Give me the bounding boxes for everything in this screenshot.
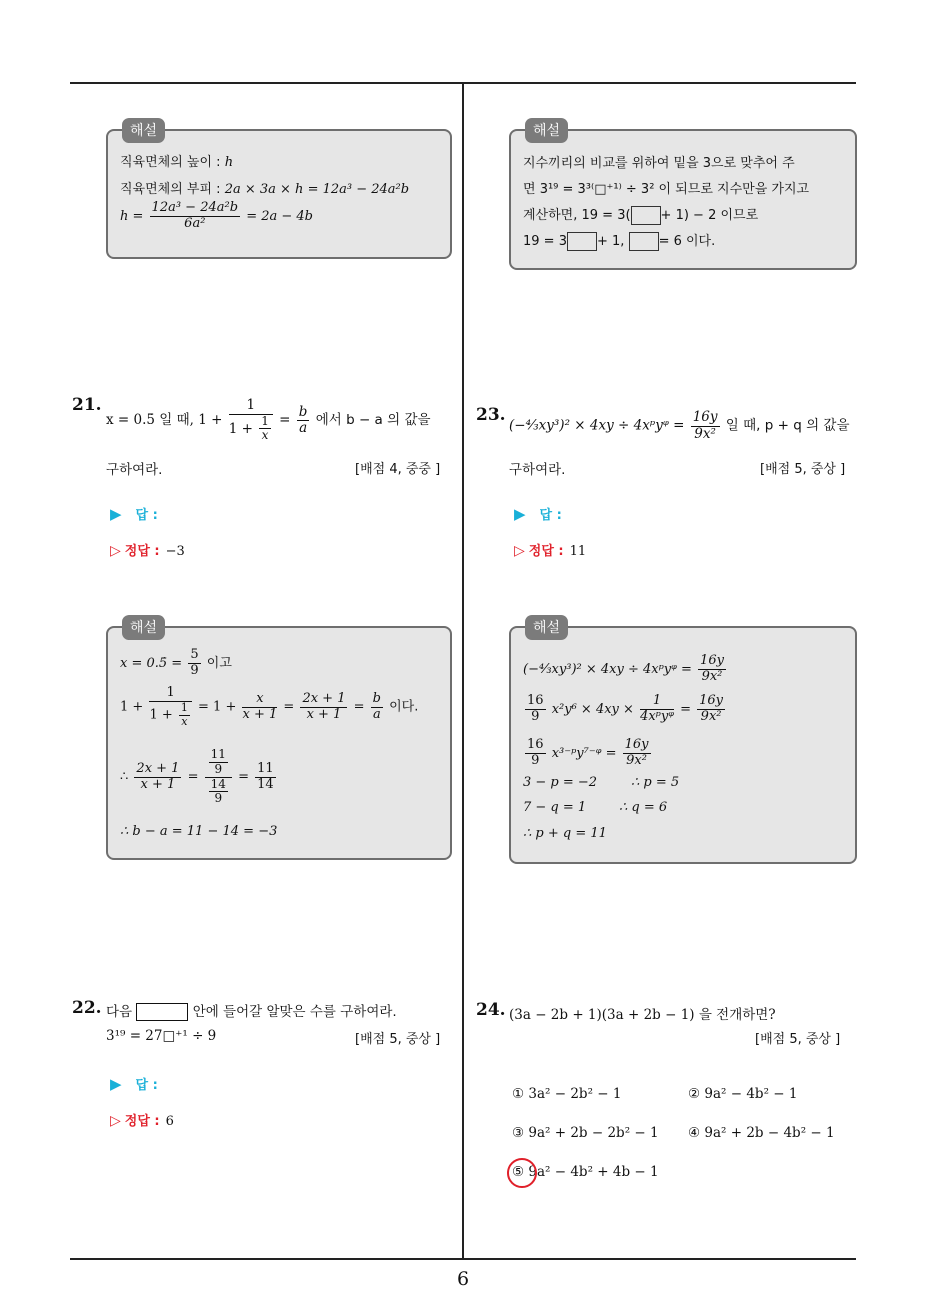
outline-triangle-icon: ▷: [110, 543, 121, 559]
question-22-text: 다음 안에 들어갈 알맞은 수를 구하여라.: [106, 1004, 397, 1020]
solution-box-q23: [509, 620, 857, 864]
blank-box: [567, 232, 597, 251]
sol23-line5: 7 − q = 1 ∴ q = 6: [523, 800, 668, 815]
sol23-line4: 3 − p = −2 ∴ p = 5: [523, 775, 680, 790]
sol23-line1: (−⁴⁄₃xy³)² × 4xy ÷ 4xᵖyᵠ = $\frac{16y}{\text{9x²}}$: [523, 653, 724, 684]
sol20-line3: h = $\frac{\text{12a³ − 24a²b}}{\text{6a²}}$ = 2a − 4b: [120, 200, 313, 231]
question-22-points: [배점 5, 중상 ]: [355, 1032, 441, 1047]
correct-answer-22: ▷ 정답 : 6: [110, 1113, 174, 1129]
sol20-line2: 직육면체의 부피 : 2a × 3a × h = 12a³ − 24a²b: [120, 182, 410, 197]
question-24-points: [배점 5, 중상 ]: [755, 1032, 841, 1047]
outline-triangle-icon: ▷: [110, 1113, 121, 1129]
blank-box: [629, 232, 659, 251]
selected-answer-circle: [507, 1158, 537, 1188]
blank-box: [631, 206, 661, 225]
solution-tag: 해설: [122, 118, 165, 143]
question-21-text: x = 0.5̇ 일 때, 1 + 1 1 + $\frac{1}{x}$ = $\frac{b}{a}$ 에서 b − a 의 값을: [106, 397, 431, 443]
sol21-line2: 1 + 1 1 + $\frac{1}{x}$ = 1 + $\frac{x}{x + 1}$ = $\frac{2x + 1}{x + 1}$ = $\frac{b}{a}$ 이다.: [120, 685, 419, 728]
question-number-23: 23.: [476, 405, 506, 425]
question-23-text: (−⁴⁄₃xy³)² × 4xy ÷ 4xᵖyᵠ = $\frac{16y}{\text{9x²}}$ 일 때, p + q 의 값을: [509, 409, 850, 442]
sol22-line4: 19 = 3 + 1, = 6 이다.: [523, 234, 716, 249]
nested-fraction: 1 1 + $\frac{1}{x}$: [229, 398, 273, 443]
sol20-line1: 직육면체의 높이 : h: [120, 155, 234, 170]
bottom-rule: [70, 1258, 856, 1260]
option-2[interactable]: ② 9a² − 4b² − 1: [688, 1086, 798, 1102]
blank-box: [136, 1003, 188, 1021]
play-triangle-icon: ▶: [110, 505, 122, 523]
question-24-text: (3a − 2b + 1)(3a + 2b − 1) 을 전개하면?: [509, 1007, 776, 1023]
solution-box-q22: [509, 123, 857, 270]
outline-triangle-icon: ▷: [514, 543, 525, 559]
sol21-line3: ∴ $\frac{2x + 1}{x + 1}$ = $\frac{\frac{11}{9}}{\frac{14}{9}}$ = $\frac{11}{14}$: [120, 747, 274, 806]
column-divider: [462, 82, 464, 1258]
answer-field-23[interactable]: ▶ 답 :: [514, 505, 562, 523]
sol21-line4: ∴ b − a = 11 − 14 = −3: [120, 824, 278, 839]
option-5[interactable]: ⑤ 9a² − 4b² + 4b − 1: [512, 1164, 659, 1180]
sol22-line3: 계산하면, 19 = 3( + 1) − 2 이므로: [523, 208, 759, 223]
question-number-24: 24.: [476, 1000, 506, 1020]
page-number: 6: [457, 1268, 470, 1290]
solution-tag: 해설: [525, 615, 568, 640]
sol23-line3: $\frac{16}{9}$ x³⁻ᵖy⁷⁻ᵠ = $\frac{16y}{\text{9x²}}$: [527, 737, 649, 768]
option-1[interactable]: ① 3a² − 2b² − 1: [512, 1086, 622, 1102]
sol22-line1: 지수끼리의 비교를 위하여 밑을 3으로 맞추어 주: [523, 156, 795, 171]
answer-field-22[interactable]: ▶ 답 :: [110, 1075, 158, 1093]
question-23-points: [배점 5, 중상 ]: [760, 462, 846, 477]
correct-answer-21: ▷ 정답 : −3: [110, 543, 185, 559]
sol23-line6: ∴ p + q = 11: [523, 826, 607, 841]
sol21-line1: x = 0.5̇ = $\frac{5}{9}$ 이고: [120, 647, 232, 678]
question-21-points: [배점 4, 중중 ]: [355, 462, 441, 477]
question-23-text-cont: 구하여라.: [509, 462, 566, 478]
fraction: $\frac{\text{12a³ − 24a²b}}{\text{6a²}}$: [151, 200, 239, 231]
option-4[interactable]: ④ 9a² + 2b − 4b² − 1: [688, 1125, 835, 1141]
question-number-22: 22.: [72, 998, 102, 1018]
solution-tag: 해설: [525, 118, 568, 143]
solution-box-q21: [106, 620, 452, 860]
answer-field-21[interactable]: ▶ 답 :: [110, 505, 158, 523]
sol22-line2: 면 3¹⁹ = 3³⁽□⁺¹⁾ ÷ 3² 이 되므로 지수만을 가지고: [523, 182, 810, 197]
solution-tag: 해설: [122, 615, 165, 640]
play-triangle-icon: ▶: [514, 505, 526, 523]
sol23-line2: $\frac{16}{9}$ x²y⁶ × 4xy × $\frac{1}{\text{4xᵖyᵠ}}$ = $\frac{16y}{\text{9x²}}$: [527, 693, 724, 724]
question-22-equation: 3¹⁹ = 27□⁺¹ ÷ 9: [106, 1028, 217, 1044]
question-number-21: 21.: [72, 395, 102, 415]
correct-answer-23: ▷ 정답 : 11: [514, 543, 587, 559]
solution-box-q20: [106, 123, 452, 259]
question-21-text-cont: 구하여라.: [106, 462, 163, 478]
option-3[interactable]: ③ 9a² + 2b − 2b² − 1: [512, 1125, 659, 1141]
play-triangle-icon: ▶: [110, 1075, 122, 1093]
